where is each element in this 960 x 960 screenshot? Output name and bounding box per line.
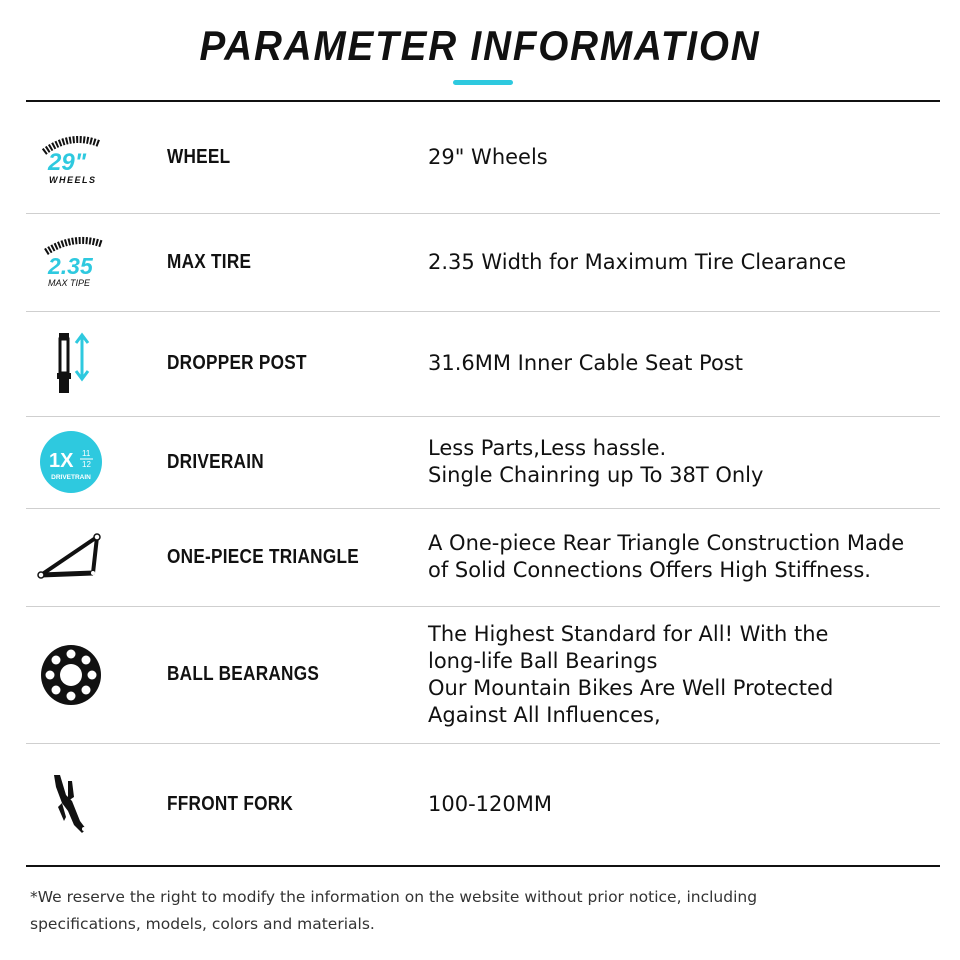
spec-value-line: Against All Influences, [428, 702, 661, 727]
spec-value-line: 100-120MM [428, 791, 552, 816]
spec-label: MAX TIRE [167, 250, 252, 273]
spec-value-line: Less Parts,Less hassle. [428, 436, 667, 460]
spec-value [428, 743, 940, 865]
tire-icon-number: 2.35 [48, 253, 93, 279]
spec-row-max-tire [26, 213, 940, 312]
spec-value [428, 606, 940, 743]
tire-icon-caption: MAX TIPE [48, 278, 91, 288]
spec-row-front-fork [26, 743, 940, 865]
spec-label: WHEEL [167, 146, 231, 168]
spec-value-line: The Highest Standard for All! With the [428, 621, 829, 646]
spec-row-dropper-post [26, 311, 940, 417]
spec-label: BALL BEARANGS [167, 663, 320, 685]
spec-label: DROPPER POST [167, 352, 307, 374]
spec-value-line: A One-piece Rear Triangle Construction Made [428, 531, 905, 555]
title-accent-bar [453, 80, 513, 85]
spec-value-line: of Solid Connections Offers High Stiffness. [428, 558, 871, 582]
spec-value [428, 508, 940, 606]
drivetrain-icon-caption: DRIVETRAIN [51, 474, 91, 481]
spec-label: DRIVERAIN [167, 450, 264, 473]
spec-value-line: Single Chainring up To 38T Only [428, 463, 764, 487]
spec-value-line: long-life Ball Bearings [428, 648, 658, 673]
wheel-29-icon [26, 102, 116, 213]
triangle-frame-icon [26, 508, 116, 606]
spec-value [428, 416, 940, 508]
dropper-post-icon [26, 311, 116, 416]
spec-label: FFRONT FORK [167, 792, 294, 815]
spec-row-ball-bearings [26, 606, 940, 744]
front-fork-icon [26, 743, 116, 865]
spec-row-one-piece-triangle [26, 508, 940, 607]
drivetrain-icon-fraction-bottom: 12 [82, 460, 91, 469]
bottom-divider [26, 865, 940, 867]
spec-value-line: 29" Wheels [428, 145, 548, 169]
spec-row-wheel [26, 102, 940, 214]
spec-row-drivetrain [26, 416, 940, 509]
drivetrain-icon-fraction-top: 11 [82, 449, 91, 458]
spec-value [428, 311, 940, 416]
spec-value-line: Our Mountain Bikes Are Well Protected [428, 675, 834, 700]
spec-label: ONE-PIECE TRIANGLE [167, 545, 359, 568]
wheel-icon-caption: WHEELS [49, 174, 97, 185]
page-title: PARAMETER INFORMATION [199, 22, 761, 69]
spec-value [428, 102, 940, 213]
footnote-line: *We reserve the right to modify the information on the website without prior notice, including [30, 888, 758, 906]
footnote-line: specifications, models, colors and materials. [30, 915, 375, 933]
spec-value [428, 213, 940, 311]
max-tire-icon [26, 213, 116, 311]
disclaimer-footnote [30, 884, 930, 938]
spec-value-line: 2.35 Width for Maximum Tire Clearance [428, 249, 847, 274]
ball-bearing-icon [26, 606, 116, 743]
drivetrain-icon-ratio: 1X [49, 450, 74, 472]
drivetrain-icon [26, 416, 116, 508]
spec-value-line: 31.6MM Inner Cable Seat Post [428, 351, 743, 375]
wheel-icon-number: 29" [48, 148, 87, 176]
